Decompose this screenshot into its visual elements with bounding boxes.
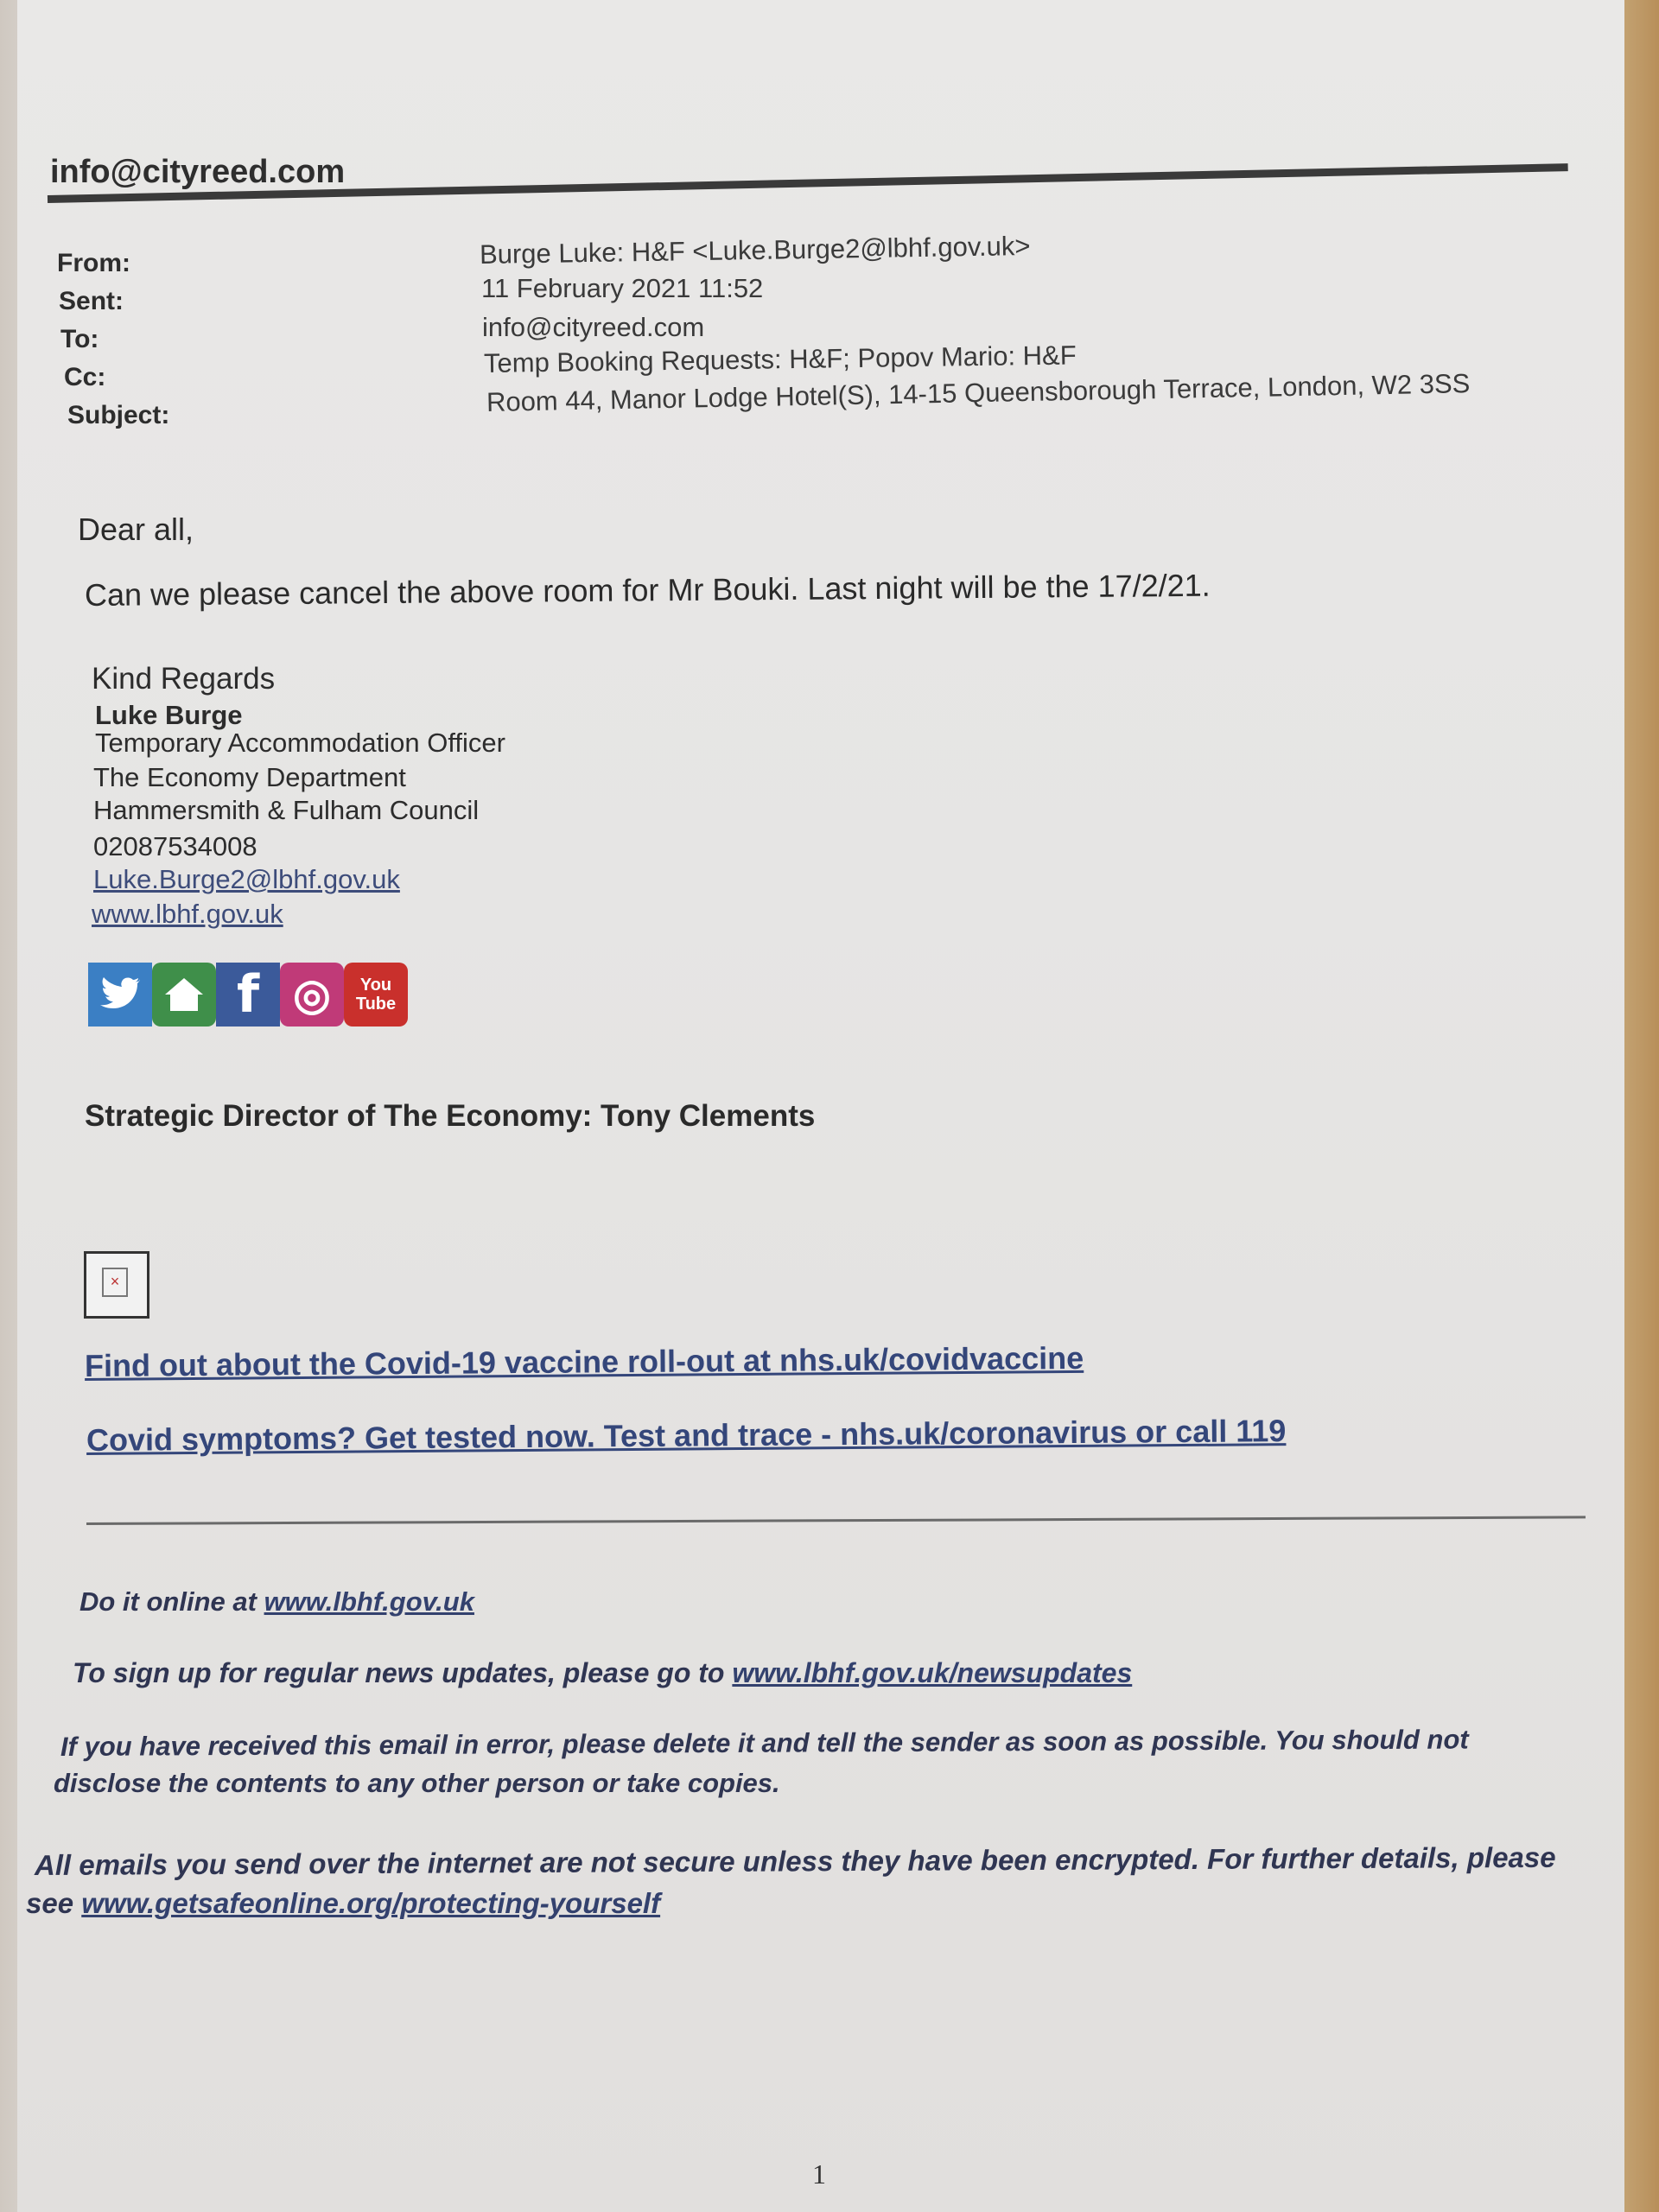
social-icons [88,963,408,1027]
subject-value: Room 44, Manor Lodge Hotel(S), 14-15 Queensborough Terrace, London, W2 3SS [486,368,1471,417]
footer-news [73,1657,1132,1689]
sent-value: 11 February 2021 11:52 [481,273,764,303]
signature-email-link[interactable]: Luke.Burge2@lbhf.gov.uk [93,864,400,894]
cc-label: Cc: [64,363,106,391]
footer-secure-line2 [26,1887,660,1920]
facebook-icon[interactable]: f [216,963,280,1027]
signature-council: Hammersmith & Fulham Council [93,795,480,825]
footer-secure-line1: All emails you send over the internet are not secure unless they have been encrypted. For further details, please [34,1840,1556,1881]
youtube-icon-you: You [359,976,392,995]
signature-closing: Kind Regards [92,662,276,696]
footer-online [79,1586,474,1618]
footer-online-prefix: Do it online at [79,1586,264,1617]
footer-news-link[interactable]: www.lbhf.gov.uk/newsupdates [732,1657,1133,1688]
sent-label: Sent: [59,287,124,315]
footer-error-line2: disclose the contents to any other person or take copies. [54,1768,780,1798]
broken-image-icon [84,1251,149,1319]
message-text: Can we please cancel the above room for Mr Bouki. Last night will be the 17/2/21. [84,567,1211,613]
youtube-icon-tube: Tube [355,995,397,1014]
footer-secure-link[interactable]: www.getsafeonline.org/protecting-yourself [81,1887,661,1919]
page-number: 1 [812,2158,826,2190]
footer-secure-prefix: see [26,1887,82,1919]
twitter-icon[interactable] [88,963,152,1027]
footer-news-prefix: To sign up for regular news updates, please go to [73,1657,733,1688]
to-value: info@cityreed.com [482,312,705,342]
covid-vaccine-link[interactable]: Find out about the Covid-19 vaccine roll-out at nhs.uk/covidvaccine [84,1339,1084,1383]
signature-title: Temporary Accommodation Officer [95,728,505,758]
home-icon[interactable] [152,963,216,1027]
strategic-director: Strategic Director of The Economy: Tony Clements [85,1099,816,1133]
subject-label: Subject: [67,401,170,429]
broken-image-cross: × [102,1268,128,1297]
mailbox-account: info@cityreed.com [50,154,346,190]
youtube-icon[interactable] [344,963,408,1027]
cc-value: Temp Booking Requests: H&F; Popov Mario: H&F [483,340,1077,378]
signature-website-link[interactable]: www.lbhf.gov.uk [92,899,283,929]
greeting: Dear all, [78,512,194,547]
from-label: From: [57,249,130,277]
from-value: Burge Luke: H&F <Luke.Burge2@lbhf.gov.uk> [479,230,1031,270]
signature-phone: 02087534008 [93,831,257,861]
instagram-icon[interactable]: ◎ [280,963,344,1027]
covid-testing-link[interactable]: Covid symptoms? Get tested now. Test and trace - nhs.uk/coronavirus or call 119 [86,1413,1287,1458]
signature-department: The Economy Department [93,762,406,792]
footer-online-link[interactable]: www.lbhf.gov.uk [264,1586,474,1617]
footer-error-line1: If you have received this email in error, please delete it and tell the sender as soon as possible. You should not [60,1724,1469,1762]
signature-name: Luke Burge [95,700,243,730]
to-label: To: [60,325,99,353]
